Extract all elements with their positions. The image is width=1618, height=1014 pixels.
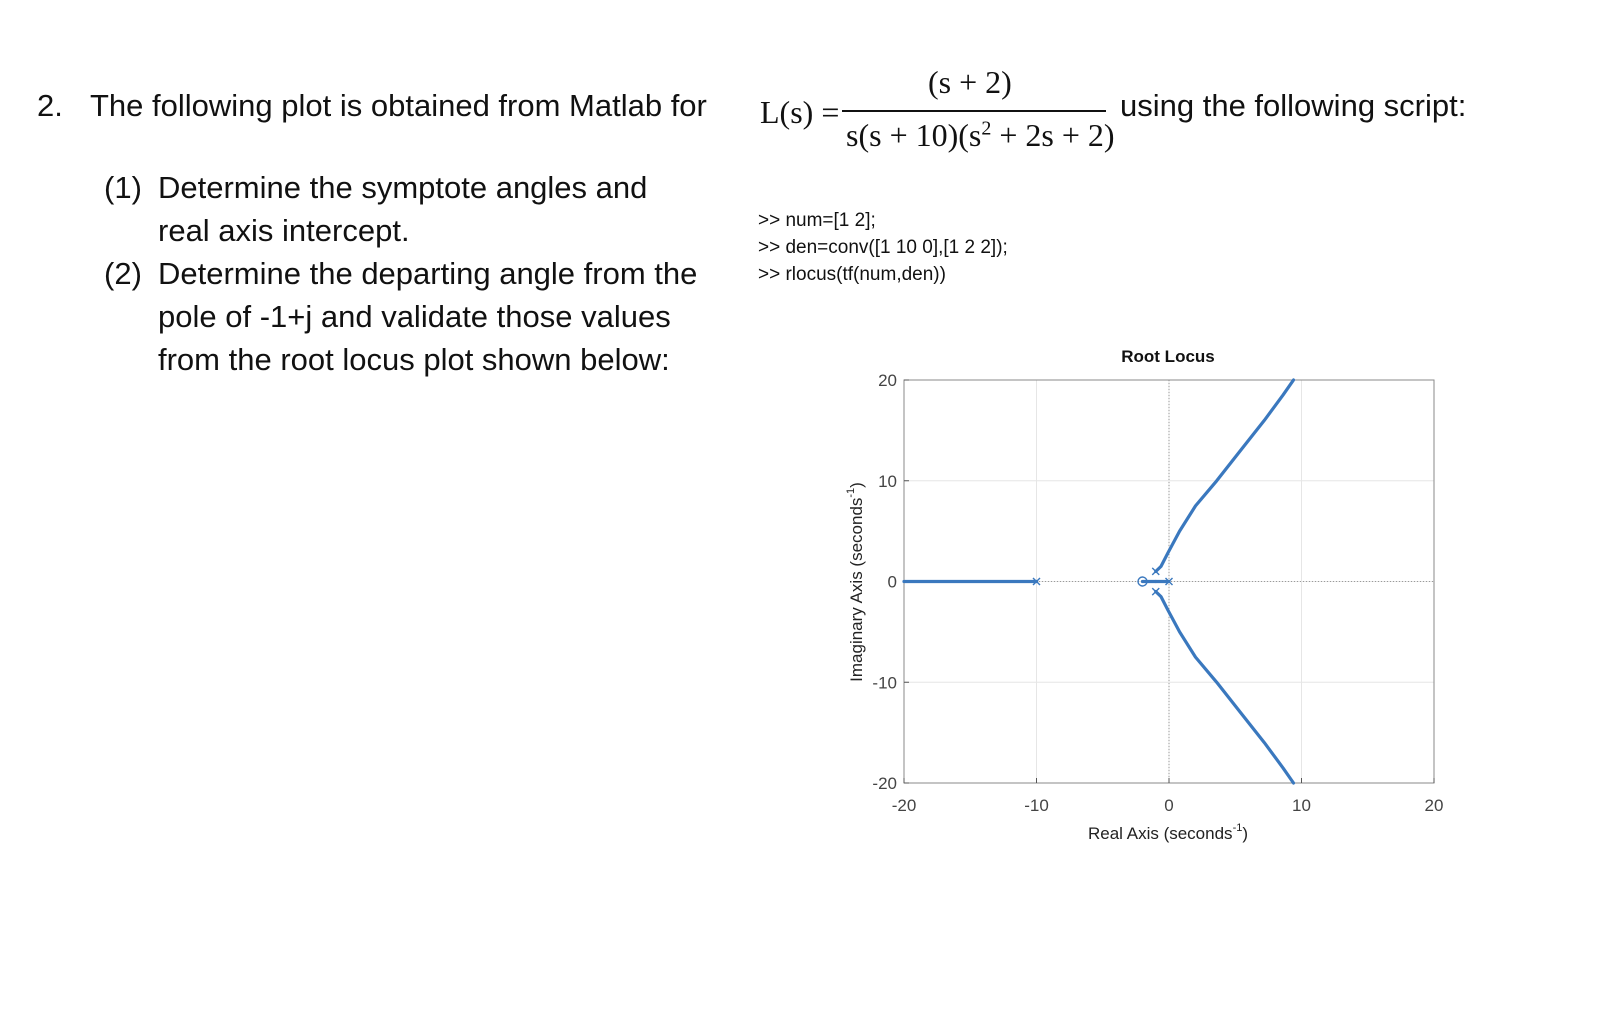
script-line: >> num=[1 2]; bbox=[758, 210, 876, 231]
x-axis-label: Real Axis (seconds$^{-1}$) bbox=[1087, 822, 1249, 843]
question-line: pole of -1+j and validate those values bbox=[158, 299, 671, 334]
pole-marker bbox=[1152, 588, 1159, 595]
pole-marker bbox=[1152, 568, 1159, 575]
x-tick-label: 10 bbox=[1292, 796, 1311, 815]
tf-lhs: L(s) = bbox=[760, 94, 840, 130]
y-tick-label: 10 bbox=[878, 471, 897, 491]
x-tick-label: 20 bbox=[1424, 796, 1444, 815]
tf-numerator: (s + 2) bbox=[928, 64, 1012, 100]
problem-after-text: using the following script: bbox=[1120, 88, 1467, 123]
tf-denominator: $s(s + 10)(s^2 + 2s + 2)$ bbox=[846, 117, 1115, 153]
y-axis-label: Imaginary Axis (seconds$^{-1}$) bbox=[845, 482, 866, 682]
x-tick-label: -10 bbox=[1024, 796, 1049, 815]
question-line: Determine the symptote angles and bbox=[158, 170, 648, 205]
y-tick-label: 20 bbox=[878, 371, 897, 390]
y-tick-label: 0 bbox=[887, 572, 897, 592]
script-line: >> den=conv([1 10 0],[1 2 2]); bbox=[758, 237, 1008, 258]
question-line: Determine the departing angle from the bbox=[158, 256, 698, 291]
question-number: (2) bbox=[104, 256, 142, 291]
problem-number: 2. bbox=[37, 88, 63, 123]
script-line: >> rlocus(tf(num,den)) bbox=[758, 264, 946, 285]
question-line: from the root locus plot shown below: bbox=[158, 342, 670, 377]
y-tick-label: -20 bbox=[872, 774, 897, 793]
question-line: real axis intercept. bbox=[158, 213, 410, 248]
question-number: (1) bbox=[104, 170, 142, 205]
x-tick-label: 0 bbox=[1164, 796, 1174, 815]
y-tick-label: -10 bbox=[872, 673, 897, 693]
problem-lead-text: The following plot is obtained from Matlab for bbox=[90, 88, 707, 123]
locus-branch-lower bbox=[1156, 592, 1294, 783]
chart-title: Root Locus bbox=[1121, 347, 1215, 366]
locus-branch-upper bbox=[1156, 380, 1294, 571]
x-tick-label: -20 bbox=[891, 796, 917, 815]
